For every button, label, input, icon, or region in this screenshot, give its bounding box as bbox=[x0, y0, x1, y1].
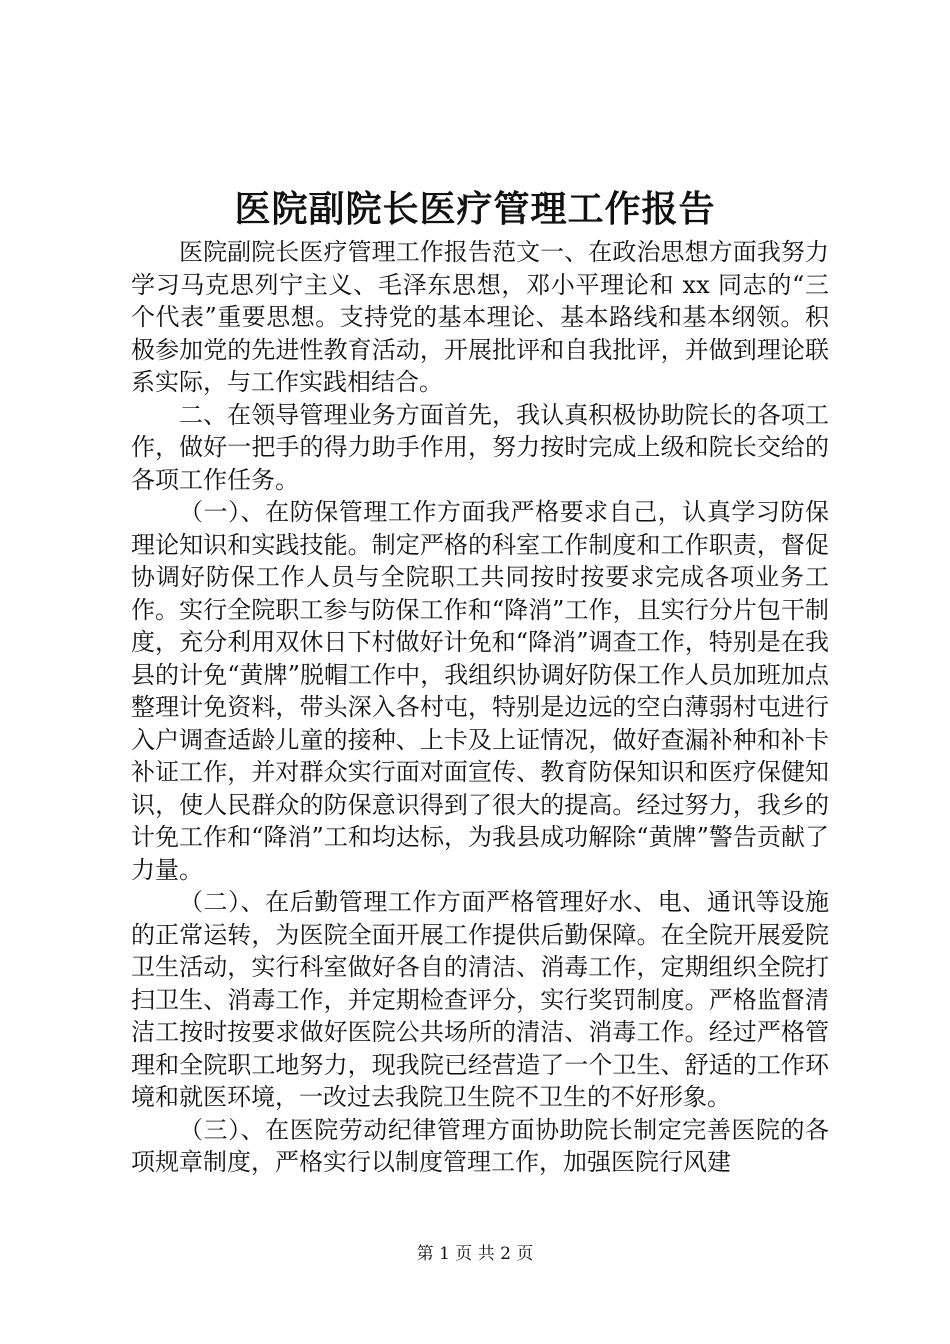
paragraph-3: （一）、在防保管理工作方面我严格要求自己，认真学习防保理论知识和实践技能。制定严格的科室工作制度和工作职责，督促协调好防保工作人员与全院职工共同按时按要求完成各项业务工作。实行全院职工参与防保工作和“降消”工作，且实行分片包干制度，充分利用双休日下村做好计免和“降消”调查工作，特别是在我县的计免“黄牌”脱帽工作中，我组织协调好防保工作人员加班加点整理计免资料，带头深入各村屯，特别是边远的空白薄弱村屯进行入户调查适龄儿童的接种、上卡及上证情况，做好查漏补种和补卡补证工作，并对群众实行面对面宣传、教育防保知识和医疗保健知识，使人民群众的防保意识得到了很大的提高。经过努力，我乡的计免工作和“降消”工和均达标，为我县成功解除“黄牌”警告贡献了力量。 bbox=[131, 498, 829, 884]
paragraph-5: （三）、在医院劳动纪律管理方面协助院长制定完善医院的各项规章制度，严格实行以制度管理工作，加强医院行风建 bbox=[131, 1115, 829, 1176]
document-body bbox=[131, 236, 829, 1179]
paragraph-1: 医院副院长医疗管理工作报告范文一、在政治思想方面我努力学习马克思列宁主义、毛泽东思想，邓小平理论和 xx 同志的“三个代表”重要思想。支持党的基本理论、基本路线和基本纲领。积极参加党的先进性教育活动，开展批评和自我批评，并做到理论联系实际，与工作实践相结合。 bbox=[131, 238, 829, 396]
paragraph-2: 二、在领导管理业务方面首先，我认真积极协助院长的各项工作，做好一把手的得力助手作用，努力按时完成上级和院长交给的各项工作任务。 bbox=[131, 400, 829, 494]
paragraph-4: （二）、在后勤管理工作方面严格管理好水、电、通讯等设施的正常运转，为医院全面开展工作提供后勤保障。在全院开展爱院卫生活动，实行科室做好各自的清洁、消毒工作，定期组织全院打扫卫生、消毒工作，并定期检查评分，实行奖罚制度。严格监督清洁工按时按要求做好医院公共场所的清洁、消毒工作。经过严格管理和全院职工地努力，现我院已经营造了一个卫生、舒适的工作环境和就医环境，一改过去我院卫生院不卫生的不好形象。 bbox=[131, 888, 829, 1111]
document-title: 医院副院长医疗管理工作报告 bbox=[234, 188, 716, 230]
page-footer: 第 1 页 共 2 页 bbox=[416, 1244, 534, 1264]
